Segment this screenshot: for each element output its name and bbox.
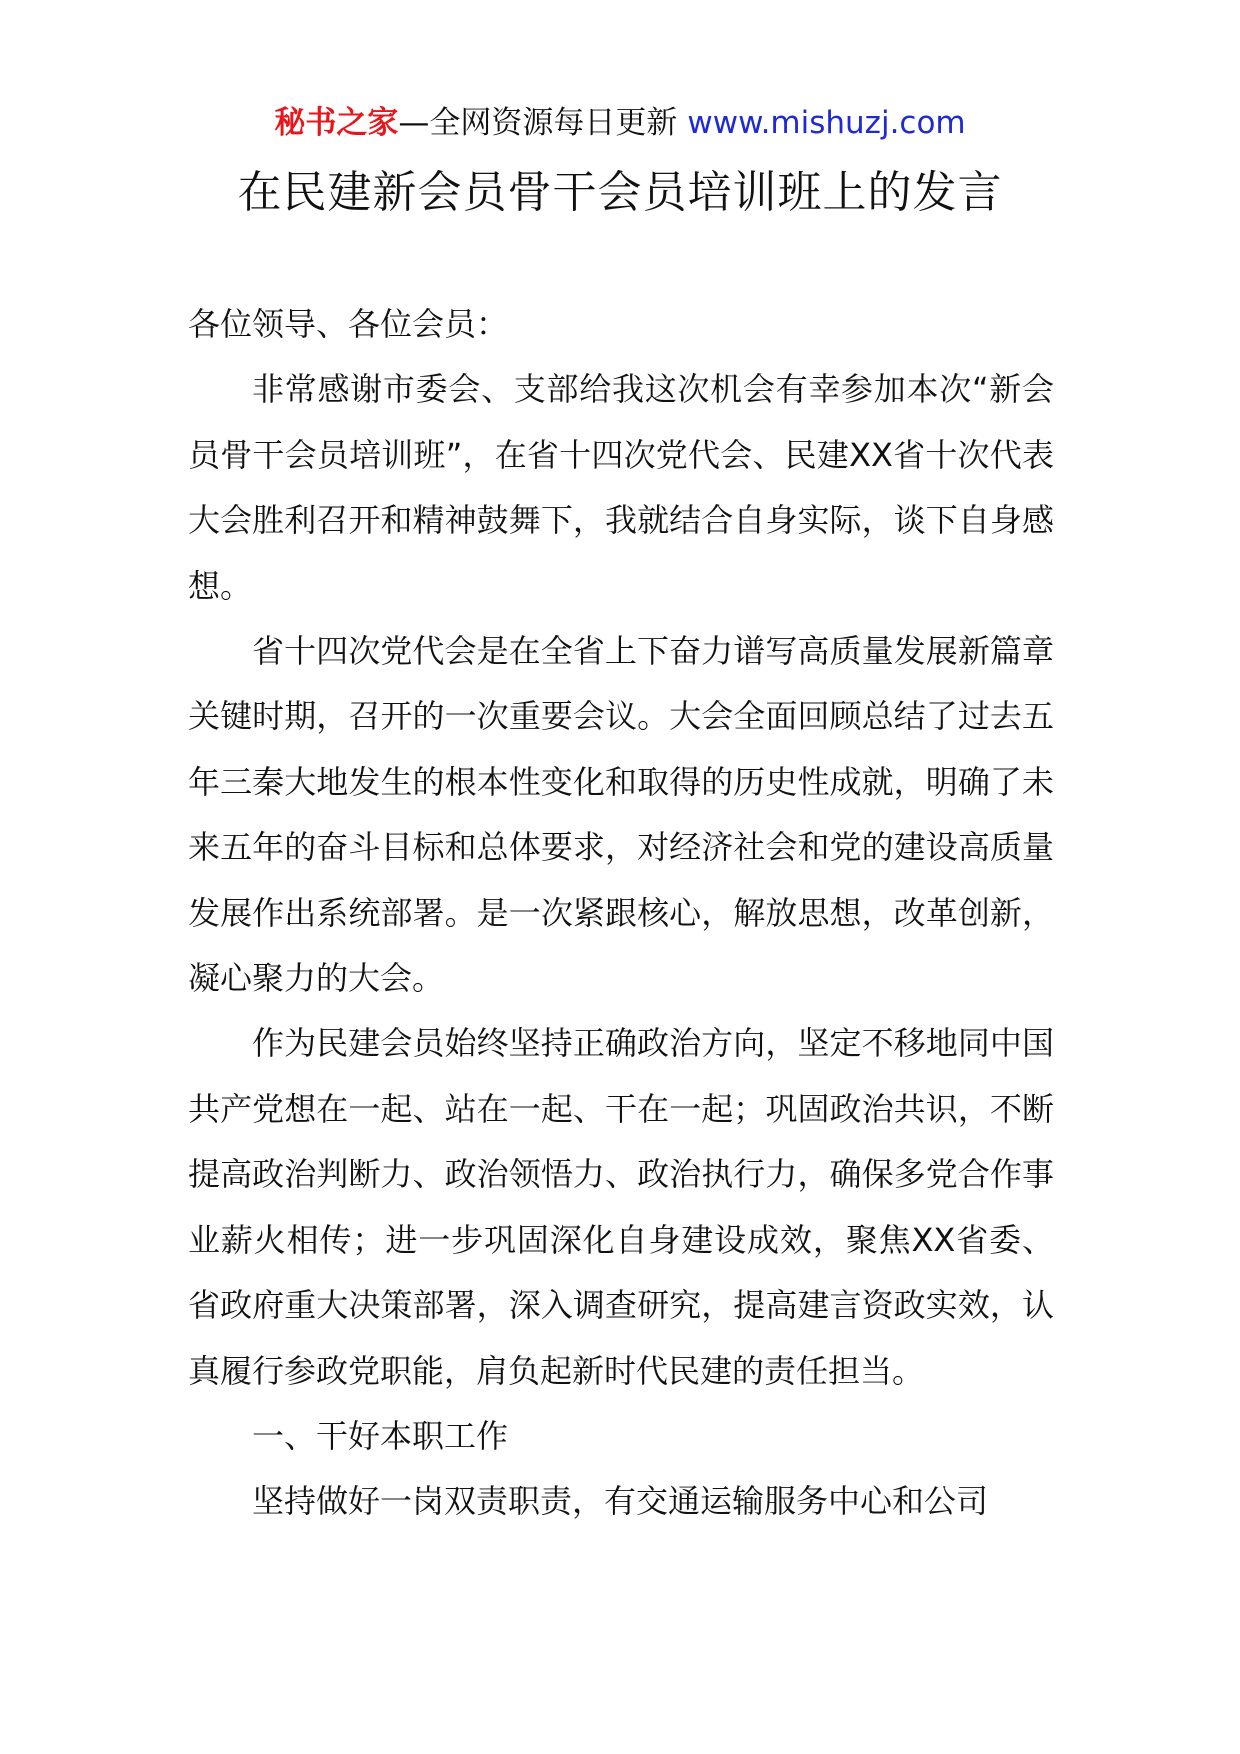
- site-tagline: —全网资源每日更新: [398, 105, 678, 141]
- document-title: 在民建新会员骨干会员培训班上的发言: [237, 167, 1003, 218]
- document-body: [188, 292, 1054, 1535]
- paragraph: 作为民建会员始终坚持正确政治方向，坚定不移地同中国共产党想在一起、站在一起、干在一起；巩固政治共识，不断提高政治判断力、政治领悟力、政治执行力，确保多党合作事业薪火相传；进一步巩固深化自身建设成效，聚焦XX省委、省政府重大决策部署，深入调查研究，提高建言资政实效，认真履行参政党职能，肩负起新时代民建的责任担当。: [188, 1024, 1054, 1390]
- paragraph: 非常感谢市委会、支部给我这次机会有幸参加本次“新会员骨干会员培训班”，在省十四次党代会、民建XX省十次代表大会胜利召开和精神鼓舞下，我就结合自身实际，谈下自身感想。: [188, 370, 1054, 605]
- site-header: [0, 100, 1240, 146]
- site-brand: 秘书之家: [274, 105, 399, 141]
- site-url-link[interactable]: www.mishuzj.com: [687, 105, 966, 141]
- salutation: 各位领导、各位会员：: [188, 305, 509, 343]
- section-heading: 一、干好本职工作: [252, 1416, 509, 1455]
- paragraph: 省十四次党代会是在全省上下奋力谱写高质量发展新篇章关键时期，召开的一次重要会议。大会全面回顾总结了过去五年三秦大地发生的根本性变化和取得的历史性成就，明确了未来五年的奋斗目标和总体要求，对经济社会和党的建设高质量发展作出系统部署。是一次紧跟核心，解放思想，改革创新，凝心聚力的大会。: [188, 632, 1054, 998]
- paragraph: 坚持做好一岗双责职责，有交通运输服务中心和公司: [252, 1482, 989, 1521]
